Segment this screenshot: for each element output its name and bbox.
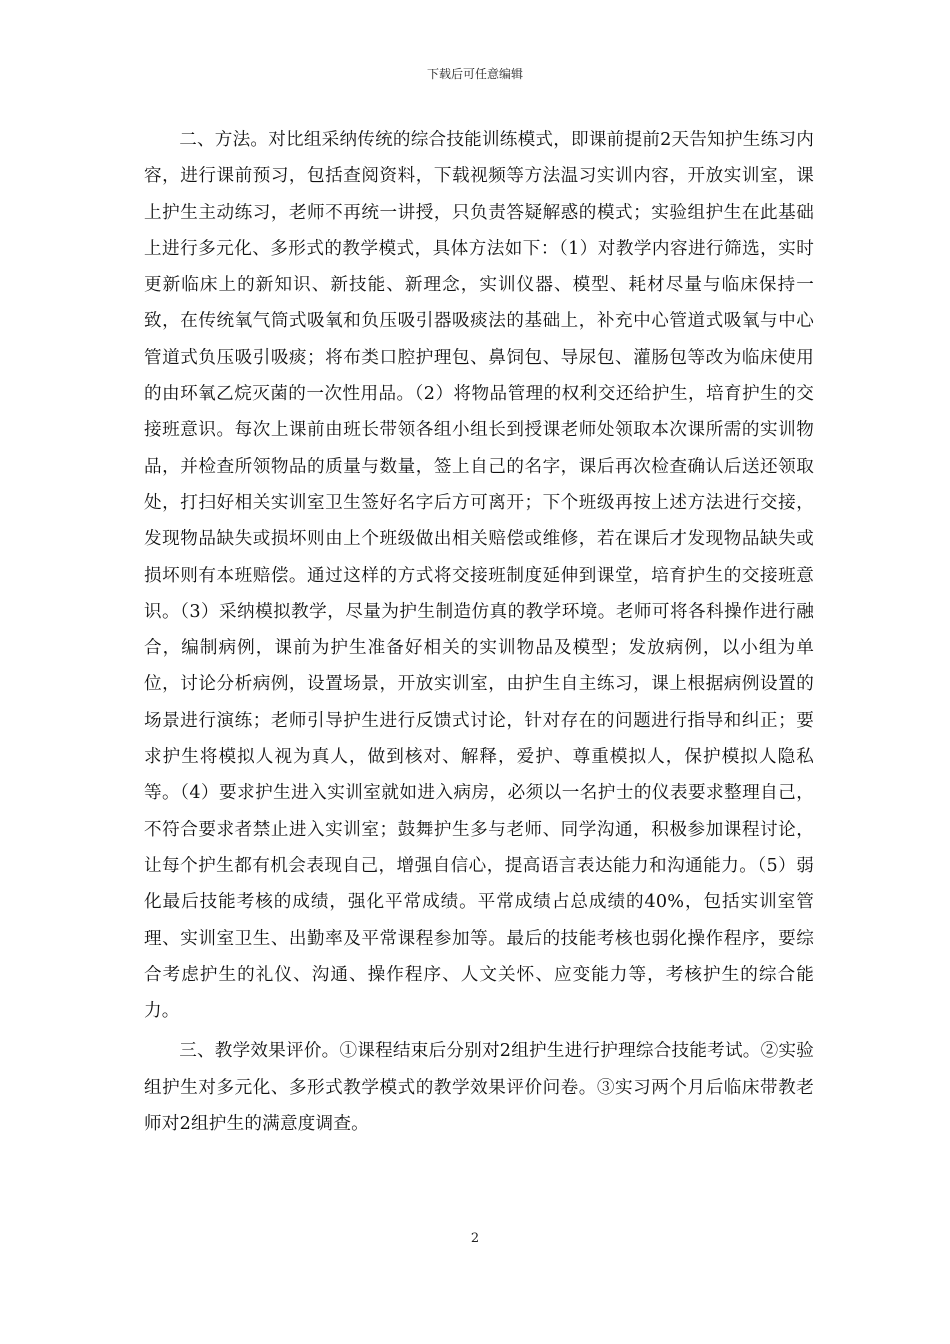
paragraph-evaluation: 三、教学效果评价。①课程结束后分别对2组护生进行护理综合技能考试。②实验组护生对多元化、多形式教学模式的教学效果评价问卷。③实习两个月后临床带教老师对2组护生的满意度调查。 xyxy=(144,1041,814,1135)
page-number: 2 xyxy=(470,1231,480,1246)
page-header: 下载后可任意编辑 xyxy=(426,67,523,81)
paragraph-methods: 二、方法。对比组采纳传统的综合技能训练模式，即课前提前2天告知护生练习内容，进行课前预习，包括查阅资料，下载视频等方法温习实训内容，开放实训室，课上护生主动练习，老师不再统一讲授，只负责答疑解惑的模式；实验组护生在此基础上进行多元化、多形式的教学模式，具体方法如下：（1）对教学内容进行筛选，实时更新临床上的新知识、新技能、新理念，实训仪器、模型、耗材尽量与临床保持一致，在传统氧气筒式吸氧和负压吸引器吸痰法的基础上，补充中心管道式吸氧与中心管道式负压吸引吸痰；将布类口腔护理包、鼻饲包、导尿包、灌肠包等改为临床使用的由环氧乙烷灭菌的一次性用品。（2）将物品管理的权利交还给护生，培育护生的交接班意识。每次上课前由班长带领各组小组长到授课老师处领取本次课所需的实训物品，并检查所领物品的质量与数量，签上自己的名字，课后再次检查确认后送还领取处，打扫好相关实训室卫生签好名字后方可离开；下个班级再按上述方法进行交接，发现物品缺失或损坏则由上个班级做出相关赔偿或维修，若在课后才发现物品缺失或损坏则有本班赔偿。通过这样的方式将交接班制度延伸到课堂，培育护生的交接班意识。（3）采纳模拟教学，尽量为护生制造仿真的教学环境。老师可将各科操作进行融合，编制病例，课前为护生准备好相关的实训物品及模型；发放病例，以小组为单位，讨论分析病例，设置场景，开放实训室，由护生自主练习，课上根据病例设置的场景进行演练；老师引导护生进行反馈式讨论，针对存在的问题进行指导和纠正；要求护生将模拟人视为真人，做到核对、解释，爱护、尊重模拟人，保护模拟人隐私等。（4）要求护生进入实训室就如进入病房，必须以一名护士的仪表要求整理自己，不符合要求者禁止进入实训室；鼓舞护生多与老师、同学沟通，积极参加课程讨论，让每个护生都有机会表现自己，增强自信心，提高语言表达能力和沟通能力。（5）弱化最后技能考核的成绩，强化平常成绩。平常成绩占总成绩的40%，包括实训室管理、实训室卫生、出勤率及平常课程参加等。最后的技能考核也弱化操作程序，要综合考虑护生的礼仪、沟通、操作程序、人文关怀、应变能力等，考核护生的综合能力。 xyxy=(144,130,814,1022)
document-body xyxy=(144,122,814,1142)
